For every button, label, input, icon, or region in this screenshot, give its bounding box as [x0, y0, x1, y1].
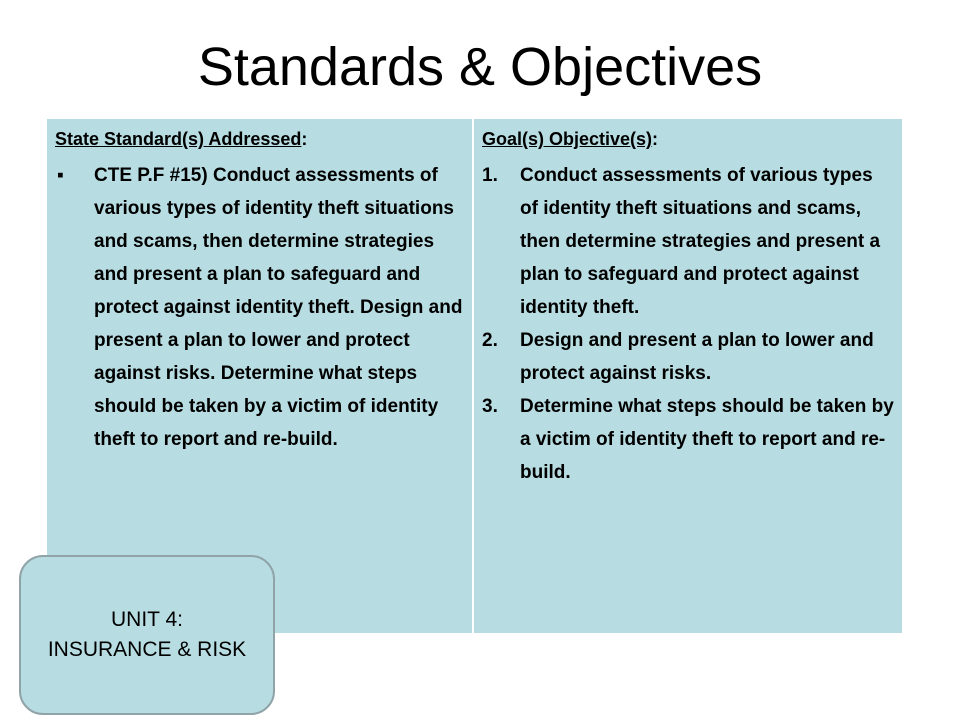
standard-bullet-text: CTE P.F #15) Conduct assessments of various types of identity theft situations and scams, then determine strategies and present a plan to safeguard and protect against identity theft. Design and present a plan to lower and protect against risks. Determine what steps should be taken by a victim of identity theft to report and re-build.	[94, 165, 463, 450]
state-standard-heading	[55, 126, 464, 152]
objective-number: 3.	[482, 396, 498, 417]
unit-label-text: UNIT 4: INSURANCE & RISK	[47, 608, 247, 661]
slide-title: Standards & Objectives	[197, 37, 763, 97]
objectives-heading-text: Goal(s) Objective(s)	[482, 129, 653, 149]
objective-text: Conduct assessments of various types of identity theft situations and scams, then determine strategies and present a plan to safeguard and protect against identity theft.	[520, 165, 881, 318]
standard-bullet	[55, 159, 464, 456]
square-bullet-icon: ▪	[57, 165, 64, 186]
objective-number: 1.	[482, 165, 498, 186]
list-item	[482, 390, 894, 489]
state-standard-heading-colon: :	[301, 129, 308, 149]
objectives-heading	[482, 126, 894, 152]
unit-label-box	[19, 555, 275, 715]
state-standard-heading-text: State Standard(s) Addressed	[55, 129, 302, 149]
objective-number: 2.	[482, 330, 498, 351]
objectives-list	[482, 159, 894, 489]
objective-text: Determine what steps should be taken by a victim of identity theft to report and re-build.	[520, 396, 894, 483]
objectives-cell	[474, 119, 902, 633]
list-item	[482, 324, 894, 390]
objective-text: Design and present a plan to lower and protect against risks.	[520, 330, 874, 384]
objectives-heading-colon: :	[652, 129, 659, 149]
list-item	[482, 159, 894, 324]
